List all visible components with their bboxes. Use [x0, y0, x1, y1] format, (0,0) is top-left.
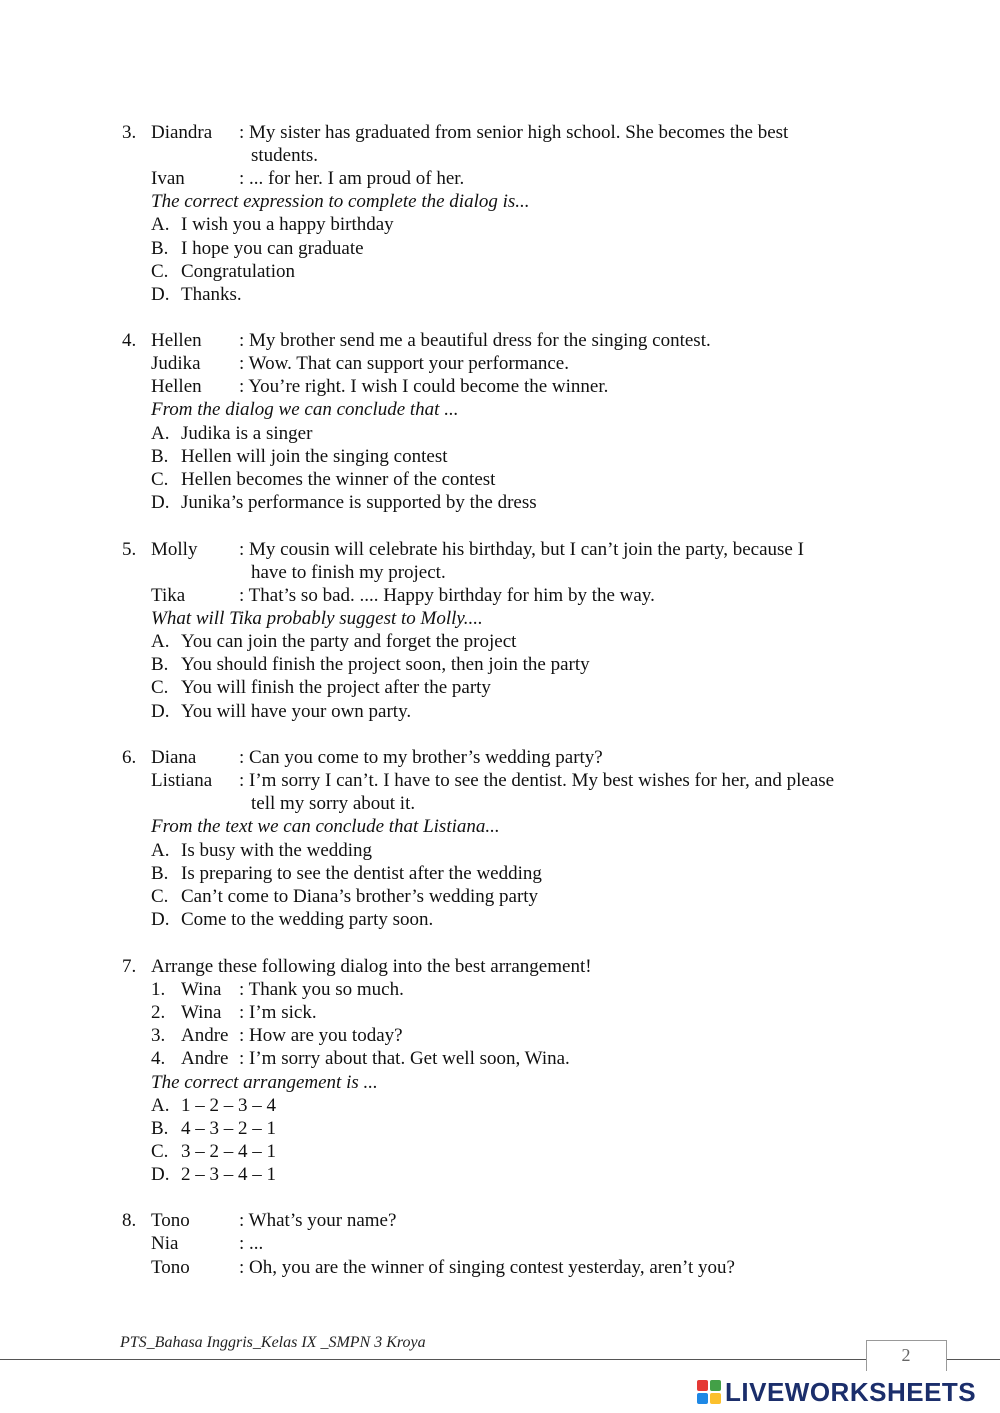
speaker: Wina [181, 1002, 222, 1023]
liveworksheets-icon [697, 1380, 721, 1404]
dialog-text: : How are you today? [239, 1025, 403, 1046]
option-text[interactable]: You should finish the project soon, then join the party [181, 654, 590, 675]
option-letter[interactable]: D. [151, 492, 170, 513]
dialog-text: : ... [239, 1233, 264, 1254]
arrangement-number: 4. [151, 1048, 166, 1069]
logo-square-red [697, 1380, 708, 1391]
speaker: Hellen [151, 330, 202, 351]
option-text[interactable]: Come to the wedding party soon. [181, 909, 434, 930]
option-text[interactable]: You can join the party and forget the project [181, 631, 517, 652]
option-letter[interactable]: B. [151, 238, 169, 259]
question-instruction: Arrange these following dialog into the best arrangement! [151, 956, 592, 977]
speaker: Tono [151, 1210, 190, 1231]
dialog-text: : Wow. That can support your performance. [239, 353, 569, 374]
option-text[interactable]: Congratulation [181, 261, 295, 282]
dialog-text: : Can you come to my brother’s wedding party? [239, 747, 603, 768]
speaker: Andre [181, 1048, 229, 1069]
arrangement-number: 1. [151, 979, 166, 1000]
option-text[interactable]: Judika is a singer [181, 423, 313, 444]
question-number: 6. [122, 747, 137, 768]
dialog-text: : My cousin will celebrate his birthday, but I can’t join the party, because I [239, 539, 804, 560]
speaker: Hellen [151, 376, 202, 397]
question-prompt: From the dialog we can conclude that ... [151, 399, 459, 420]
option-text[interactable]: I hope you can graduate [181, 238, 364, 259]
option-letter[interactable]: C. [151, 886, 169, 907]
footer-rule [0, 1359, 866, 1360]
speaker: Tika [151, 585, 186, 606]
option-letter[interactable]: B. [151, 446, 169, 467]
option-letter[interactable]: A. [151, 423, 170, 444]
option-text[interactable]: Hellen becomes the winner of the contest [181, 469, 496, 490]
option-letter[interactable]: B. [151, 1118, 169, 1139]
logo-square-blue [697, 1393, 708, 1404]
question-prompt: The correct expression to complete the dialog is... [151, 191, 530, 212]
liveworksheets-logo[interactable] [697, 1376, 976, 1408]
dialog-text: : My sister has graduated from senior high school. She becomes the best [239, 122, 789, 143]
speaker: Andre [181, 1025, 229, 1046]
option-text[interactable]: 1 – 2 – 3 – 4 [181, 1095, 276, 1116]
option-text[interactable]: Thanks. [181, 284, 242, 305]
option-letter[interactable]: B. [151, 654, 169, 675]
footer-text: PTS_Bahasa Inggris_Kelas IX _SMPN 3 Kroya [120, 1334, 426, 1351]
option-letter[interactable]: D. [151, 284, 170, 305]
option-letter[interactable]: D. [151, 701, 170, 722]
arrangement-number: 2. [151, 1002, 166, 1023]
dialog-text: : ... for her. I am proud of her. [239, 168, 465, 189]
question-number: 5. [122, 539, 137, 560]
option-letter[interactable]: C. [151, 469, 169, 490]
brand-name: LIVEWORKSHEETS [725, 1376, 977, 1407]
option-letter[interactable]: A. [151, 1095, 170, 1116]
option-text[interactable]: Can’t come to Diana’s brother’s wedding party [181, 886, 539, 907]
speaker: Molly [151, 539, 198, 560]
question-number: 4. [122, 330, 137, 351]
dialog-text: : What’s your name? [239, 1210, 397, 1231]
option-text[interactable]: Is preparing to see the dentist after the wedding [181, 863, 542, 884]
question-prompt: From the text we can conclude that Listiana... [151, 816, 500, 837]
dialog-text-cont: have to finish my project. [251, 562, 446, 583]
speaker: Judika [151, 353, 201, 374]
option-letter[interactable]: C. [151, 1141, 169, 1162]
option-letter[interactable]: D. [151, 909, 170, 930]
footer-rule-right [946, 1359, 1000, 1360]
question-prompt: What will Tika probably suggest to Molly.... [151, 608, 483, 629]
option-text[interactable]: 4 – 3 – 2 – 1 [181, 1118, 276, 1139]
question-number: 7. [122, 956, 137, 977]
dialog-text: : I’m sorry about that. Get well soon, Wina. [239, 1048, 570, 1069]
logo-square-yellow [710, 1393, 721, 1404]
option-letter[interactable]: A. [151, 631, 170, 652]
speaker: Nia [151, 1233, 179, 1254]
option-letter[interactable]: A. [151, 840, 170, 861]
speaker: Listiana [151, 770, 213, 791]
arrangement-number: 3. [151, 1025, 166, 1046]
option-letter[interactable]: B. [151, 863, 169, 884]
option-text[interactable]: Is busy with the wedding [181, 840, 373, 861]
question-prompt: The correct arrangement is ... [151, 1072, 378, 1093]
option-letter[interactable]: D. [151, 1164, 170, 1185]
dialog-text: : I’m sorry I can’t. I have to see the dentist. My best wishes for her, and please [239, 770, 835, 791]
option-letter[interactable]: C. [151, 261, 169, 282]
dialog-text: : Oh, you are the winner of singing contest yesterday, aren’t you? [239, 1257, 735, 1278]
dialog-text-cont: students. [251, 145, 319, 166]
logo-square-green [710, 1380, 721, 1391]
option-text[interactable]: Junika’s performance is supported by the dress [181, 492, 537, 513]
speaker: Diandra [151, 122, 213, 143]
speaker: Wina [181, 979, 222, 1000]
question-number: 8. [122, 1210, 137, 1231]
option-text[interactable]: You will have your own party. [181, 701, 412, 722]
option-text[interactable]: 3 – 2 – 4 – 1 [181, 1141, 276, 1162]
speaker: Diana [151, 747, 197, 768]
option-text[interactable]: Hellen will join the singing contest [181, 446, 448, 467]
option-letter[interactable]: A. [151, 214, 170, 235]
speaker: Ivan [151, 168, 185, 189]
dialog-text: : My brother send me a beautiful dress for the singing contest. [239, 330, 711, 351]
dialog-text: : I’m sick. [239, 1002, 317, 1023]
speaker: Tono [151, 1257, 190, 1278]
question-number: 3. [122, 122, 137, 143]
option-text[interactable]: I wish you a happy birthday [181, 214, 394, 235]
dialog-text: : That’s so bad. .... Happy birthday for him by the way. [239, 585, 655, 606]
option-text[interactable]: You will finish the project after the party [181, 677, 491, 698]
dialog-text: : Thank you so much. [239, 979, 404, 1000]
dialog-text-cont: tell my sorry about it. [251, 793, 416, 814]
option-text[interactable]: 2 – 3 – 4 – 1 [181, 1164, 276, 1185]
dialog-text: : You’re right. I wish I could become the winner. [239, 376, 609, 397]
option-letter[interactable]: C. [151, 677, 169, 698]
page-number: 2 [901, 1345, 911, 1365]
